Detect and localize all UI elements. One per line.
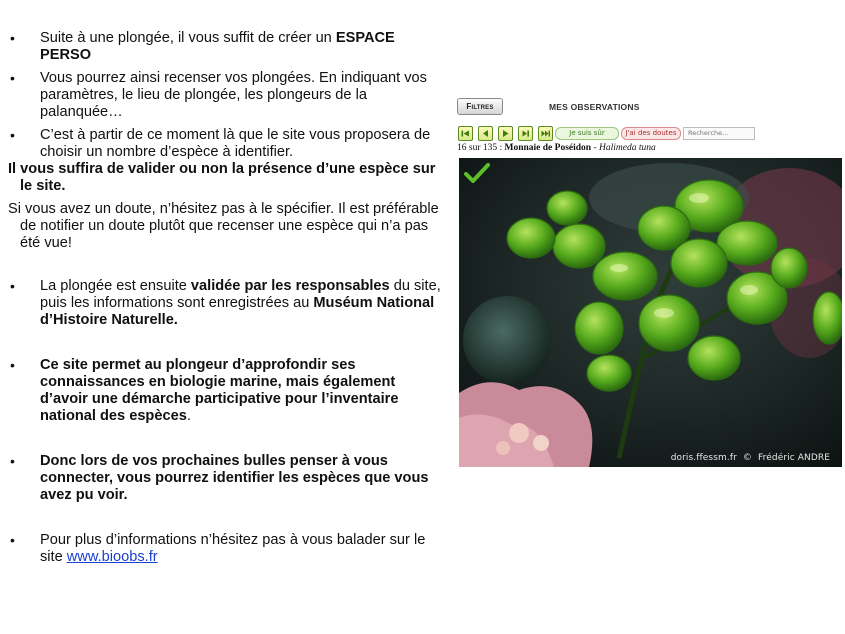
bullet-site-benefits xyxy=(8,357,446,425)
last-icon xyxy=(540,128,551,139)
filters-button[interactable]: Filtres xyxy=(457,98,503,115)
species-latin-name: Halimeda tuna xyxy=(598,143,656,153)
bullet-more-info xyxy=(8,532,446,566)
panel-title: MES OBSERVATIONS xyxy=(549,102,640,112)
bullet-glyph: • xyxy=(10,127,15,143)
validate-presence-text: Il vous suffira de valider ou non la présence d’une espèce sur le site. xyxy=(8,161,436,194)
observations-panel xyxy=(456,96,842,470)
previous-button[interactable] xyxy=(478,126,493,141)
bullet-text: Pour plus d’informations n’hésitez pas à vous balader sur le site xyxy=(40,532,426,565)
observation-counter: 16 sur 135 : xyxy=(457,143,503,153)
observation-controls xyxy=(456,126,842,140)
bullet-glyph: • xyxy=(10,278,15,294)
museum-name: Muséum National d’Histoire Naturelle. xyxy=(40,295,435,328)
bioobs-link[interactable]: www.bioobs.fr xyxy=(66,549,158,565)
species-caption xyxy=(457,143,843,153)
bullet-text: du site, puis les informations sont enregistrées au xyxy=(40,278,441,311)
bullet-create-space xyxy=(8,30,446,64)
first-icon xyxy=(460,128,471,139)
slide-text xyxy=(8,30,446,566)
doubt-button[interactable]: J'ai des doutes xyxy=(621,127,681,140)
credit-author: Frédéric ANDRE xyxy=(758,453,830,463)
species-photo xyxy=(459,158,842,467)
prev-icon xyxy=(480,128,491,139)
bullet-glyph: • xyxy=(10,30,15,46)
validated-by-text: validée par les responsables xyxy=(190,278,390,294)
copyright-symbol: © xyxy=(742,453,753,463)
bullet-next-dives xyxy=(8,453,446,504)
play-button[interactable] xyxy=(498,126,513,141)
next-icon xyxy=(520,128,531,139)
species-separator: - xyxy=(591,143,599,153)
photo-credit xyxy=(671,453,830,463)
doubt-advice-text: Si vous avez un doute, n’hésitez pas à le spécifier. Il est préférable de notifier un doute plutôt que recenser une espèce qui n’a pas été vue! xyxy=(8,201,439,251)
bullet-text: Vous pourrez ainsi recenser vos plongées. En indiquant vos paramètres, le lieu de plongée, les plongeurs de la palanquée… xyxy=(40,70,427,120)
bullet-glyph: • xyxy=(10,357,15,373)
bullet-text: Suite à une plongée, il vous suffit de créer un xyxy=(40,30,336,46)
sure-button[interactable]: Je suis sûr xyxy=(555,127,619,140)
next-button[interactable] xyxy=(518,126,533,141)
bullet-text: La plongée est ensuite xyxy=(40,278,191,294)
first-button[interactable] xyxy=(458,126,473,141)
halimeda-image xyxy=(459,158,842,467)
bullet-validation xyxy=(8,278,446,329)
bullet-glyph: • xyxy=(10,70,15,86)
bullet-text: Donc lors de vos prochaines bulles penser à vous connecter, vous pourrez identifier les espèces que vous avez pu voir. xyxy=(40,453,429,503)
bullet-glyph: • xyxy=(10,532,15,548)
species-common-name: Monnaie de Poséidon xyxy=(504,143,592,153)
last-button[interactable] xyxy=(538,126,553,141)
bullet-end: . xyxy=(186,408,191,424)
bullet-text: Ce site permet au plongeur d’approfondir ses connaissances en biologie marine, mais également d’avoir une démarche participative pour l’inventaire national des espèces xyxy=(40,357,399,424)
espace-perso-label: ESPACE PERSO xyxy=(40,30,395,63)
play-icon xyxy=(500,128,511,139)
panel-header xyxy=(456,96,842,116)
check-icon xyxy=(464,162,490,184)
bullet-record-dives xyxy=(8,70,446,121)
bullet-choose-species xyxy=(8,127,446,161)
bullet-glyph: • xyxy=(10,453,15,469)
credit-site: doris.ffessm.fr xyxy=(670,453,737,463)
search-input[interactable] xyxy=(683,127,755,140)
bullet-text: C’est à partir de ce moment là que le site vous proposera de choisir un nombre d’espèce à identifier. xyxy=(40,127,431,160)
